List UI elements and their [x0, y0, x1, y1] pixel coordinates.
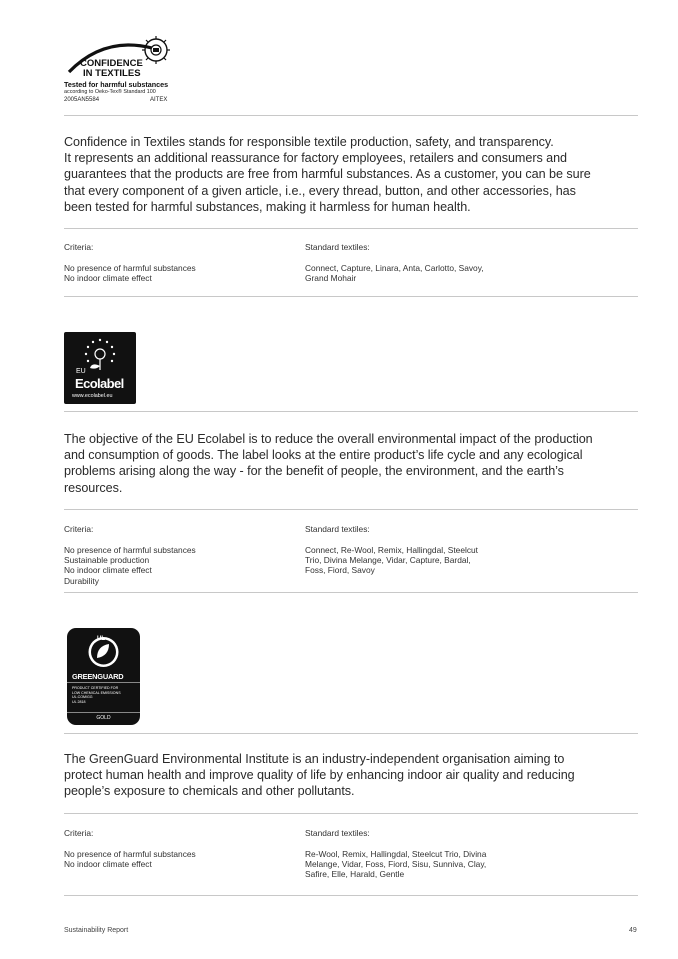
ul-text: UL — [97, 636, 105, 642]
divider — [64, 228, 638, 229]
confidence-in-textiles-logo — [64, 34, 182, 110]
textiles-list — [305, 545, 535, 576]
eu-ecolabel-logo — [64, 332, 136, 404]
cit-logo-line3: Tested for harmful substances — [64, 80, 169, 89]
divider — [64, 592, 638, 593]
greenguard-intro-paragraph — [64, 751, 640, 800]
fine-line: LOW CHEMICAL EMISSIONS — [72, 690, 121, 695]
greenguard-fine-print — [72, 686, 121, 704]
criteria-label: Criteria: — [64, 242, 94, 252]
textiles-line: Foss, Fiord, Savoy — [305, 565, 375, 576]
greenguard-logo — [67, 628, 140, 725]
textiles-line: Safire, Elle, Harald, Gentle — [305, 869, 405, 880]
textiles-line: Trio, Divina Melange, Vidar, Capture, Bardal, — [305, 555, 471, 566]
criteria-item: No presence of harmful substances — [64, 545, 196, 555]
textiles-label: Standard textiles: — [305, 828, 370, 838]
divider — [64, 115, 638, 116]
divider — [64, 813, 638, 814]
greenguard-divider — [67, 682, 140, 683]
intro-line: guarantees that the products are free from harmful substances. As a customer, you can be sure — [64, 167, 591, 182]
intro-line: people’s exposure to chemicals and other pollutants. — [64, 784, 355, 799]
cit-logo-line2: IN TEXTILES — [83, 68, 141, 79]
textiles-label: Standard textiles: — [305, 524, 370, 534]
ecolabel-name: Ecolabel — [75, 376, 124, 391]
divider — [64, 509, 638, 510]
cit-logo-line1: CONFIDENCE — [80, 58, 143, 69]
criteria-label: Criteria: — [64, 524, 94, 534]
criteria-list — [64, 545, 294, 586]
fine-line: UL 2818 — [72, 699, 86, 704]
fine-line: UL.COM/GG — [72, 695, 93, 700]
textiles-line: Connect, Re-Wool, Remix, Hallingdal, Steelcut — [305, 545, 479, 555]
intro-line: protect human health and improve quality of life by enhancing indoor air quality and reducing — [64, 768, 575, 783]
textiles-line: Melange, Vidar, Foss, Fiord, Sisu, Sunniva, Clay, — [305, 859, 487, 870]
criteria-item: No indoor climate effect — [64, 273, 152, 284]
ecolabel-intro-paragraph — [64, 431, 640, 496]
ecolabel-eu-text: EU — [76, 368, 86, 375]
cit-logo-issuer: AITEX — [150, 97, 168, 103]
intro-line: Confidence in Textiles stands for responsible textile production, safety, and transparency. — [64, 135, 554, 149]
criteria-label: Criteria: — [64, 828, 94, 838]
criteria-list — [64, 263, 294, 283]
criteria-item: Durability — [64, 575, 99, 586]
footer-report-title: Sustainability Report — [64, 927, 129, 934]
divider — [64, 733, 638, 734]
textiles-label: Standard textiles: — [305, 242, 370, 252]
divider — [64, 895, 638, 896]
textiles-line: Grand Mohair — [305, 273, 357, 284]
criteria-item: No indoor climate effect — [64, 859, 152, 870]
cit-intro-paragraph — [64, 134, 640, 215]
textiles-line: Connect, Capture, Linara, Anta, Carlotto, Savoy, — [305, 263, 484, 273]
greenguard-level: GOLD — [96, 715, 111, 721]
intro-line: been tested for harmful substances, making it harmless for human health. — [64, 199, 471, 214]
intro-line: The GreenGuard Environmental Institute is an industry-independent organisation aiming to — [64, 752, 565, 766]
divider — [64, 296, 638, 297]
intro-line: problems arising along the way - for the benefit of people, the environment, and the earth’s — [64, 464, 564, 479]
intro-line: It represents an additional reassurance for factory employees, retailers and consumers and — [64, 151, 568, 166]
intro-line: resources. — [64, 480, 123, 495]
textiles-list — [305, 263, 535, 283]
criteria-item: Sustainable production — [64, 555, 150, 566]
intro-line: that every component of a given article, i.e., every thread, button, and other accessories, has — [64, 183, 576, 198]
greenguard-name: GREENGUARD — [72, 672, 124, 681]
cit-logo-line4: according to Oeko-Tex® Standard 100 — [64, 89, 156, 95]
criteria-item: No indoor climate effect — [64, 565, 152, 576]
page-number: 49 — [629, 927, 637, 934]
intro-line: and consumption of goods. The label looks at the entire product’s life cycle and any ecological — [64, 448, 583, 463]
textiles-list — [305, 849, 535, 880]
divider — [64, 411, 638, 412]
intro-line: The objective of the EU Ecolabel is to reduce the overall environmental impact of the production — [64, 432, 593, 446]
criteria-item: No presence of harmful substances — [64, 849, 196, 859]
greenguard-divider — [67, 712, 140, 713]
fine-line: PRODUCT CERTIFIED FOR — [72, 686, 119, 690]
criteria-list — [64, 849, 294, 869]
criteria-item: No presence of harmful substances — [64, 263, 196, 273]
cit-logo-code: 2005AN5584 — [64, 97, 100, 103]
textiles-line: Re-Wool, Remix, Hallingdal, Steelcut Trio, Divina — [305, 849, 487, 859]
ecolabel-url: www.ecolabel.eu — [72, 393, 113, 399]
